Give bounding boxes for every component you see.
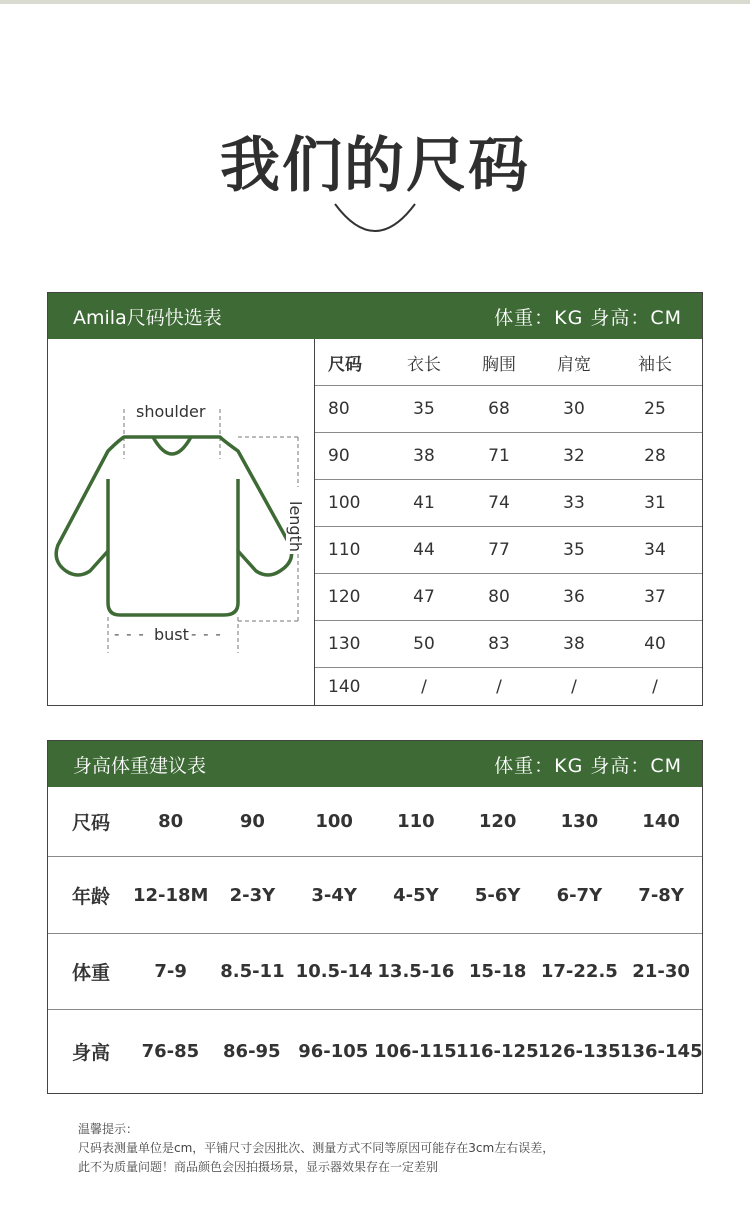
row-label: 身高 bbox=[72, 1042, 111, 1064]
table-row-size bbox=[48, 787, 702, 857]
sweater-illustration bbox=[48, 339, 314, 705]
quick-table-title: Amila尺码快选表 bbox=[73, 306, 222, 329]
cell-value: 100 bbox=[315, 811, 353, 832]
cell-value: 116-125 bbox=[455, 1041, 539, 1062]
table-row bbox=[315, 574, 702, 621]
cell-value: 106-115 bbox=[373, 1041, 457, 1062]
size-quick-table bbox=[47, 292, 703, 706]
row-label: 体重 bbox=[72, 962, 111, 984]
cell-value: 21-30 bbox=[632, 961, 690, 982]
cell-value: 15-18 bbox=[468, 961, 527, 982]
cell-length: / bbox=[421, 677, 427, 697]
cell-value: 136-145 bbox=[619, 1041, 703, 1062]
cell-value: 130 bbox=[560, 811, 599, 832]
table-row bbox=[315, 621, 702, 668]
garment-diagram bbox=[48, 339, 315, 705]
header-shoulder: 肩宽 bbox=[557, 354, 591, 375]
cell-value: 17-22.5 bbox=[540, 961, 618, 982]
cell-chest: 77 bbox=[488, 540, 510, 560]
table-header-row bbox=[315, 339, 702, 386]
smile-curve-icon bbox=[330, 198, 420, 238]
cell-value: 96-105 bbox=[298, 1041, 369, 1062]
cell-length: 35 bbox=[413, 399, 435, 419]
cell-value: 126-135 bbox=[537, 1041, 621, 1062]
table-row bbox=[315, 386, 702, 433]
header-size: 尺码 bbox=[328, 354, 362, 375]
cell-value: 6-7Y bbox=[556, 884, 603, 906]
bust-label-right-dash: - - - bbox=[191, 625, 222, 643]
cell-chest: / bbox=[496, 677, 502, 697]
cell-shoulder: 32 bbox=[563, 446, 585, 466]
cell-value: 80 bbox=[158, 811, 184, 832]
cell-chest: 83 bbox=[488, 634, 510, 654]
cell-value: 4-5Y bbox=[393, 884, 439, 906]
shoulder-label: shoulder bbox=[136, 402, 206, 421]
table-row-age bbox=[48, 857, 702, 934]
cell-shoulder: 35 bbox=[563, 540, 585, 560]
size-measurement-table bbox=[315, 339, 702, 705]
cell-size: 120 bbox=[328, 587, 361, 607]
quick-table-header bbox=[48, 293, 702, 339]
row-label: 年龄 bbox=[72, 885, 111, 908]
cell-sleeve: / bbox=[652, 677, 658, 697]
cell-sleeve: 31 bbox=[644, 493, 666, 513]
cell-chest: 80 bbox=[488, 587, 510, 607]
header-chest: 胸围 bbox=[482, 354, 516, 375]
suggest-table-title: 身高体重建议表 bbox=[73, 754, 207, 777]
cell-value: 76-85 bbox=[141, 1041, 200, 1062]
quick-table-unit: 体重：KG 身高：CM bbox=[494, 306, 682, 329]
cell-value: 90 bbox=[239, 811, 265, 832]
cell-size: 80 bbox=[328, 399, 350, 419]
page-title: 我们的尺码 bbox=[220, 131, 530, 201]
row-label: 尺码 bbox=[72, 812, 111, 834]
cell-value: 13.5-16 bbox=[377, 961, 455, 982]
cell-sleeve: 40 bbox=[644, 634, 666, 654]
cell-value: 8.5-11 bbox=[220, 961, 285, 982]
cell-sleeve: 25 bbox=[644, 399, 666, 419]
cell-size: 110 bbox=[328, 540, 361, 560]
bust-label: bust bbox=[154, 625, 189, 644]
top-divider bbox=[0, 0, 750, 4]
cell-size: 90 bbox=[328, 446, 350, 466]
table-row bbox=[315, 668, 702, 706]
cell-chest: 68 bbox=[488, 399, 510, 419]
table-row-height bbox=[48, 1010, 702, 1093]
cell-length: 50 bbox=[413, 634, 435, 654]
table-row bbox=[315, 433, 702, 480]
cell-length: 41 bbox=[413, 493, 435, 513]
cell-value: 7-8Y bbox=[638, 884, 684, 906]
cell-value: 140 bbox=[642, 811, 680, 832]
cell-size: 140 bbox=[328, 677, 361, 697]
cell-value: 3-4Y bbox=[311, 884, 357, 906]
length-label: length bbox=[286, 501, 305, 552]
cell-size: 100 bbox=[328, 493, 361, 513]
cell-chest: 74 bbox=[488, 493, 510, 513]
cell-value: 5-6Y bbox=[474, 884, 521, 906]
cell-shoulder: 36 bbox=[563, 587, 585, 607]
suggest-table-unit: 体重：KG 身高：CM bbox=[494, 754, 682, 777]
cell-chest: 71 bbox=[488, 446, 510, 466]
table-row bbox=[315, 480, 702, 527]
cell-shoulder: 33 bbox=[563, 493, 585, 513]
table-row bbox=[315, 527, 702, 574]
cell-value: 110 bbox=[397, 811, 435, 832]
tips-note bbox=[78, 1120, 554, 1177]
cell-sleeve: 34 bbox=[644, 540, 666, 560]
tips-line-1: 尺码表测量单位是cm，平铺尺寸会因批次、测量方式不同等原因可能存在3cm左右误差， bbox=[78, 1141, 555, 1155]
cell-value: 120 bbox=[478, 811, 517, 832]
suggest-table-body bbox=[48, 787, 702, 1093]
cell-shoulder: / bbox=[571, 677, 577, 697]
bust-label-left-dash: - - - bbox=[114, 625, 145, 643]
cell-value: 7-9 bbox=[154, 961, 187, 982]
cell-value: 86-95 bbox=[223, 1041, 281, 1062]
table-row-weight bbox=[48, 934, 702, 1010]
suggest-table-header bbox=[48, 741, 702, 787]
cell-length: 38 bbox=[413, 446, 435, 466]
cell-length: 47 bbox=[413, 587, 435, 607]
tips-line-2: 此不为质量问题！商品颜色会因拍摄场景，显示器效果存在一定差别 bbox=[78, 1160, 439, 1174]
cell-sleeve: 37 bbox=[644, 587, 666, 607]
tips-heading: 温馨提示： bbox=[78, 1122, 139, 1136]
cell-value: 10.5-14 bbox=[295, 961, 373, 982]
header-sleeve: 袖长 bbox=[638, 354, 672, 375]
header-length: 衣长 bbox=[407, 354, 441, 375]
cell-sleeve: 28 bbox=[644, 446, 666, 466]
height-weight-table bbox=[47, 740, 703, 1094]
cell-value: 2-3Y bbox=[229, 884, 276, 906]
cell-length: 44 bbox=[413, 540, 435, 560]
cell-shoulder: 30 bbox=[563, 399, 585, 419]
cell-value: 12-18M bbox=[132, 884, 209, 906]
cell-shoulder: 38 bbox=[563, 634, 585, 654]
cell-size: 130 bbox=[328, 634, 361, 654]
